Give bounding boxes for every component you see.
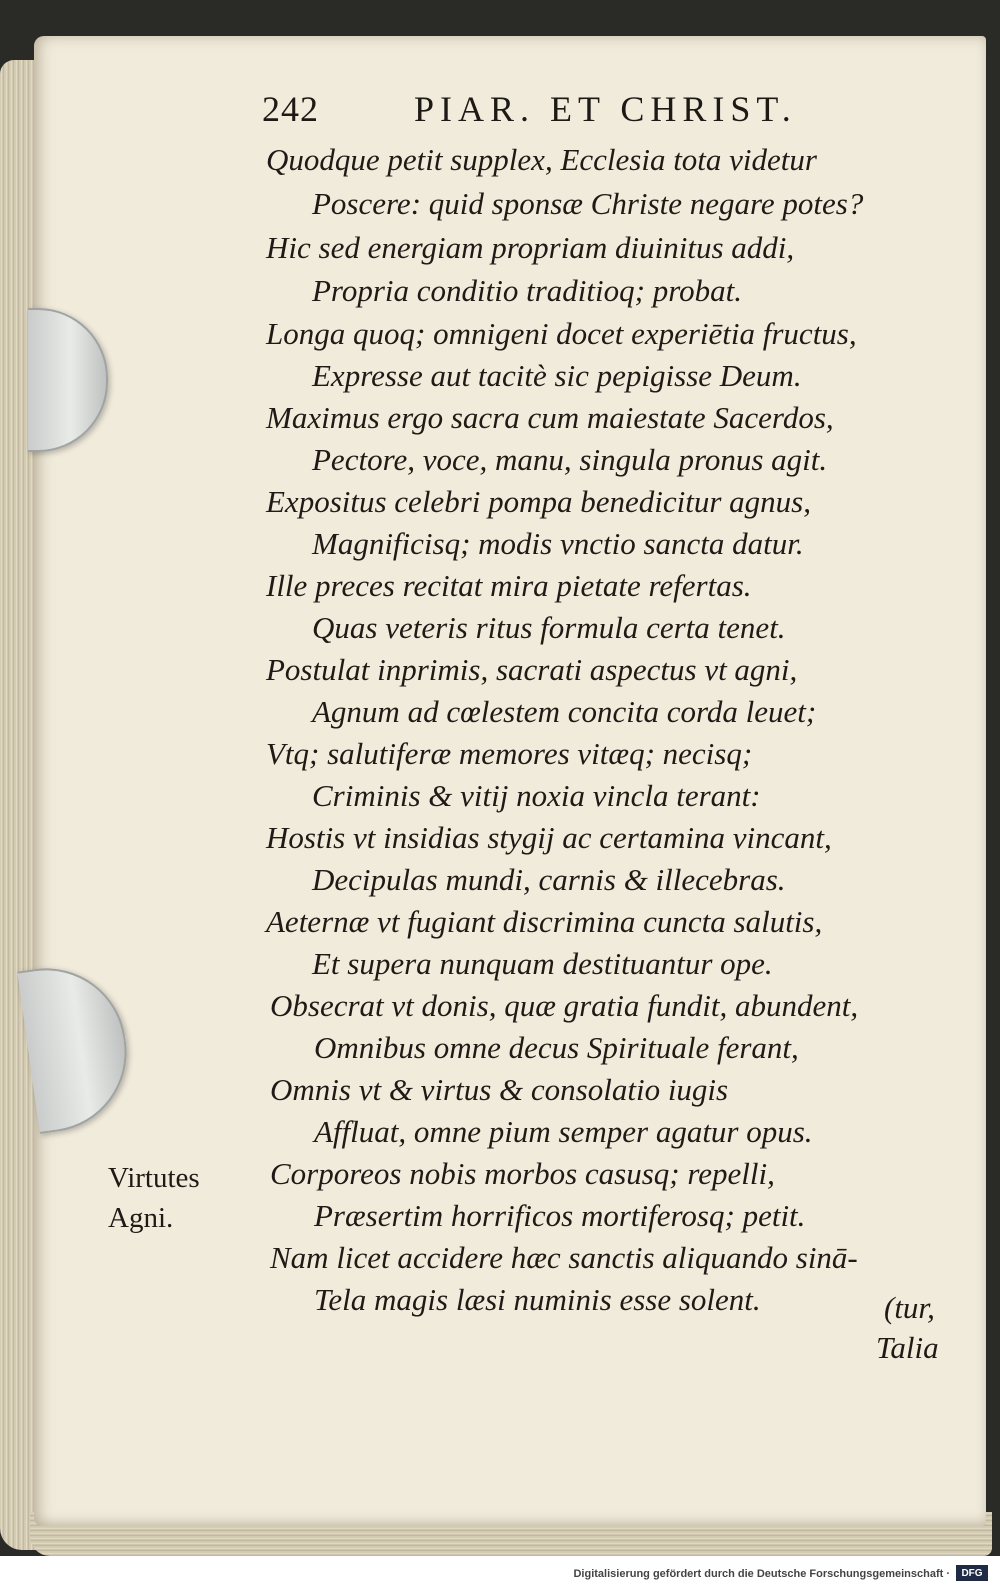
verse-line: Hic sed energiam propriam diuinitus addi, xyxy=(266,230,795,265)
running-head xyxy=(262,88,892,138)
verse-line: Postulat inprimis, sacrati aspectus vt agni, xyxy=(266,652,798,687)
verse-line: Poscere: quid sponsæ Christe negare potes? xyxy=(312,186,864,221)
dfg-logo: DFG xyxy=(956,1565,988,1581)
verse-line: Quodque petit supplex, Ecclesia tota videtur xyxy=(266,142,817,177)
verse-line: Hostis vt insidias stygij ac certamina vincant, xyxy=(266,820,832,855)
verse-line: Criminis & vitij noxia vincla terant: xyxy=(312,778,761,813)
verse-line: Expresse aut tacitè sic pepigisse Deum. xyxy=(312,358,802,393)
book-clip-bottom xyxy=(17,958,137,1134)
verse-line: Decipulas mundi, carnis & illecebras. xyxy=(312,862,786,897)
verse-line: Pectore, voce, manu, singula pronus agit. xyxy=(312,442,828,477)
verse-line: Maximus ergo sacra cum maiestate Sacerdos, xyxy=(266,400,834,435)
verse-line: Et supera nunquam destituantur ope. xyxy=(312,946,773,981)
verse-line: Præsertim horrificos mortiferosq; petit. xyxy=(314,1198,806,1233)
verse-line: Ille preces recitat mira pietate refertas. xyxy=(266,568,752,603)
verse-line: Propria conditio traditioq; probat. xyxy=(312,273,742,308)
verse-line: Omnibus omne decus Spirituale ferant, xyxy=(314,1030,799,1065)
margin-note-line: Agni. xyxy=(108,1202,174,1234)
verse-line: Expositus celebri pompa benedicitur agnus, xyxy=(266,484,811,519)
verse-line: Quas veteris ritus formula certa tenet. xyxy=(312,610,786,645)
verse-line: Vtq; salutiferæ memores vitæq; necisq; xyxy=(266,736,753,771)
verse-line: Corporeos nobis morbos casusq; repelli, xyxy=(270,1156,775,1191)
book-clip-top xyxy=(28,308,108,452)
verse-line: Nam licet accidere hæc sanctis aliquando sinā- xyxy=(270,1240,858,1275)
digitization-credit: Digitalisierung gefördert durch die Deutsche Forschungsgemeinschaft · xyxy=(573,1568,950,1580)
running-title: PIAR. ET CHRIST. xyxy=(414,89,797,129)
verse-turnover: (tur, xyxy=(884,1290,935,1325)
page-number: 242 xyxy=(262,89,319,129)
verse-line: Affluat, omne pium semper agatur opus. xyxy=(314,1114,813,1149)
verse-line: Longa quoq; omnigeni docet experiētia fructus, xyxy=(266,316,857,351)
verse-line: Agnum ad cœlestem concita corda leuet; xyxy=(312,694,817,729)
verse-line: Magnificisq; modis vnctio sancta datur. xyxy=(312,526,804,561)
verse-line: Omnis vt & virtus & consolatio iugis xyxy=(270,1072,729,1107)
margin-note-line: Virtutes xyxy=(108,1162,200,1194)
verse-line: Tela magis læsi numinis esse solent. xyxy=(314,1282,761,1317)
verse-line: Aeternæ vt fugiant discrimina cuncta salutis, xyxy=(266,904,823,939)
catchword: Talia xyxy=(876,1330,939,1365)
verse-line: Obsecrat vt donis, quæ gratia fundit, abundent, xyxy=(270,988,859,1023)
